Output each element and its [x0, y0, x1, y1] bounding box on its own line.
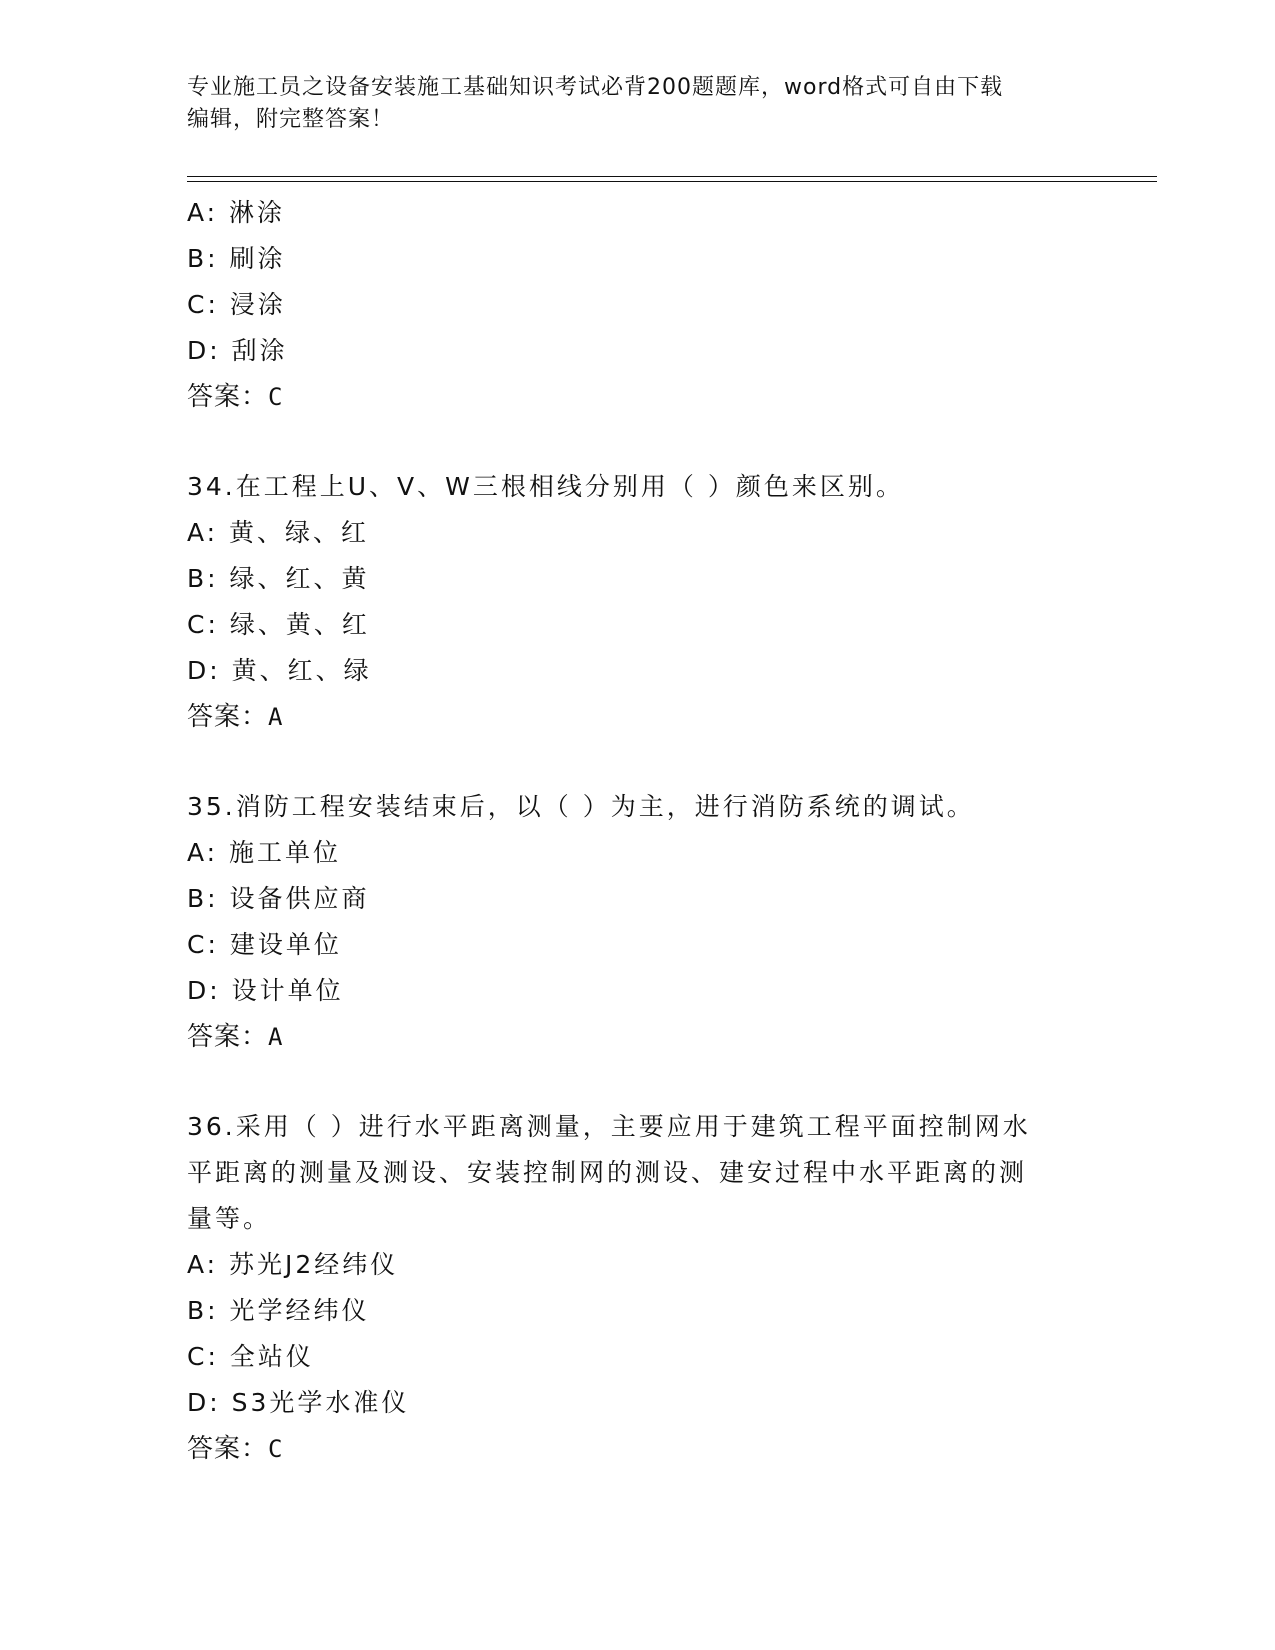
question-35	[187, 784, 1067, 1060]
option-c: C: 建设单位	[187, 930, 342, 959]
answer-label: 答案：	[187, 1022, 269, 1052]
option-c: C: 全站仪	[187, 1342, 314, 1371]
question-text-line-2: 平距离的测量及测设、安装控制网的测设、建安过程中水平距离的测	[187, 1158, 1028, 1187]
answer-label: 答案：	[187, 1434, 269, 1464]
header-divider-bottom	[187, 181, 1157, 182]
question-36	[187, 1104, 1067, 1472]
question-text: 35.消防工程安装结束后，以（ ）为主，进行消防系统的调试。	[187, 792, 975, 821]
option-c: C: 绿、黄、红	[187, 610, 370, 639]
question-text: 34.在工程上U、V、W三根相线分别用（ ）颜色来区别。	[187, 472, 904, 501]
option-d: D: 黄、红、绿	[187, 656, 372, 685]
option-b: B: 刷涂	[187, 244, 286, 273]
option-a: A: 施工单位	[187, 838, 342, 867]
question-list	[187, 190, 1067, 1472]
option-a: A: 淋涂	[187, 198, 286, 227]
option-c: C: 浸涂	[187, 290, 286, 319]
header-title-line-1: 专业施工员之设备安装施工基础知识考试必背200题题库，word格式可自由下载	[187, 75, 1004, 100]
answer-line	[187, 694, 1067, 740]
answer-line	[187, 1014, 1067, 1060]
answer-label: 答案：	[187, 702, 269, 732]
question-text-line-3: 量等。	[187, 1204, 272, 1233]
answer-line	[187, 1426, 1067, 1472]
option-d: D: S3光学水准仪	[187, 1388, 410, 1417]
answer-label: 答案：	[187, 382, 269, 412]
option-b: B: 设备供应商	[187, 884, 370, 913]
answer-value: C	[268, 383, 284, 411]
option-a: A: 黄、绿、红	[187, 518, 370, 547]
option-a: A: 苏光J2经纬仪	[187, 1250, 399, 1279]
answer-line	[187, 374, 1067, 420]
header-divider-top	[187, 176, 1157, 177]
option-b: B: 光学经纬仪	[187, 1296, 370, 1325]
answer-value: C	[268, 1435, 284, 1463]
answer-value: A	[268, 1023, 284, 1051]
question-text-line-1: 36.采用（ ）进行水平距离测量，主要应用于建筑工程平面控制网水	[187, 1112, 1031, 1141]
answer-value: A	[268, 703, 284, 731]
document-header	[187, 72, 1067, 136]
question-34	[187, 464, 1067, 740]
option-d: D: 设计单位	[187, 976, 344, 1005]
option-b: B: 绿、红、黄	[187, 564, 370, 593]
header-title-line-2: 编辑，附完整答案！	[187, 107, 395, 132]
question-33	[187, 190, 1067, 420]
option-d: D: 刮涂	[187, 336, 288, 365]
